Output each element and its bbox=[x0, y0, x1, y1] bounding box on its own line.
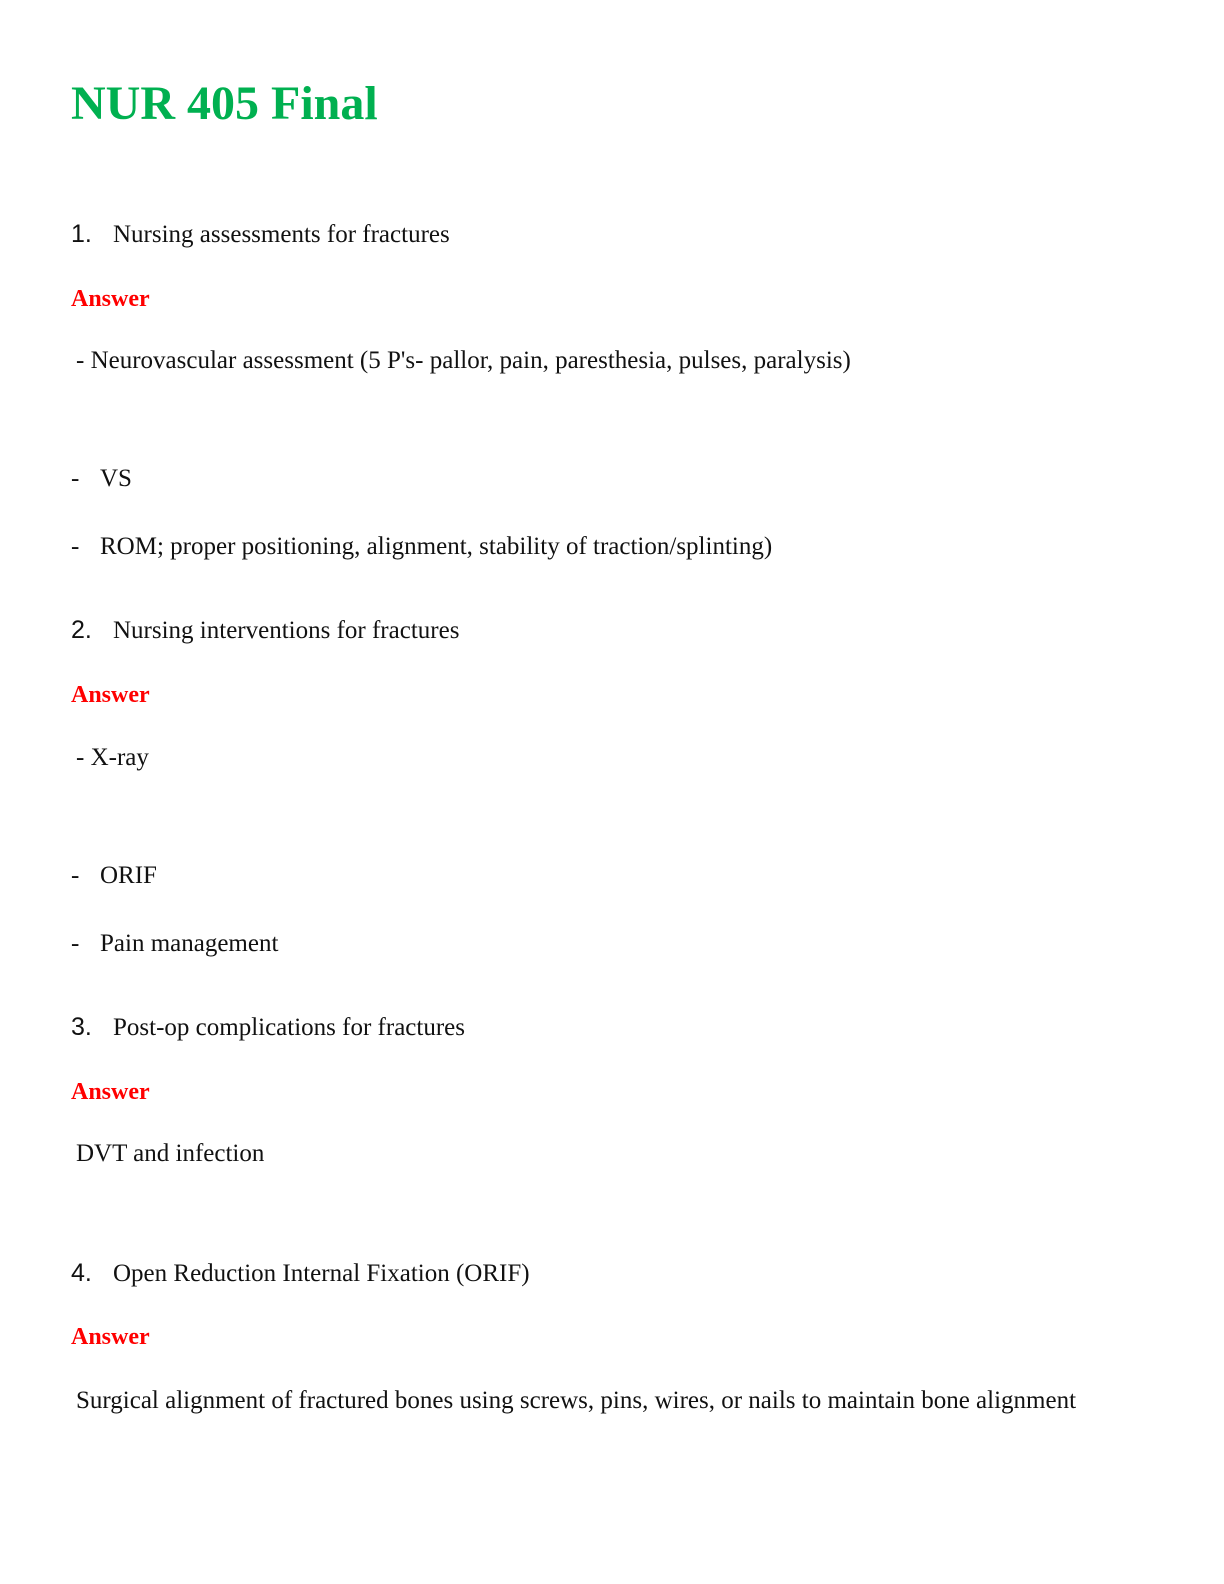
question-4 bbox=[71, 1257, 530, 1290]
answer-bullet bbox=[71, 463, 132, 495]
question-text: Nursing assessments for fractures bbox=[113, 221, 450, 248]
answer-bullet bbox=[71, 860, 157, 892]
answer-line: - Neurovascular assessment (5 P's- pallor, pain, paresthesia, pulses, paralysis) bbox=[76, 347, 851, 374]
answer-paragraph: Surgical alignment of fractured bones using screws, pins, wires, or nails to maintain bone alignment bbox=[76, 1387, 1077, 1414]
answer-label: Answer bbox=[71, 286, 150, 312]
answer-label: Answer bbox=[71, 1079, 150, 1105]
dash-glyph: - bbox=[71, 465, 80, 492]
bullet-text: VS bbox=[100, 465, 132, 492]
answer-bullet bbox=[71, 928, 278, 960]
dash-glyph: - bbox=[71, 862, 80, 889]
dash-glyph: - bbox=[71, 533, 80, 560]
question-number: 1. bbox=[71, 220, 92, 248]
answer-line: DVT and infection bbox=[76, 1140, 265, 1167]
dash-glyph: - bbox=[71, 930, 80, 957]
bullet-text: Pain management bbox=[100, 930, 279, 957]
question-1 bbox=[71, 218, 450, 251]
answer-label: Answer bbox=[71, 1324, 150, 1350]
question-text: Nursing interventions for fractures bbox=[113, 617, 460, 644]
question-number: 3. bbox=[71, 1013, 92, 1041]
question-3 bbox=[71, 1011, 465, 1044]
answer-label: Answer bbox=[71, 682, 150, 708]
bullet-text: ORIF bbox=[100, 862, 157, 889]
question-number: 4. bbox=[71, 1259, 92, 1287]
question-text: Open Reduction Internal Fixation (ORIF) bbox=[113, 1260, 530, 1287]
document-title: NUR 405 Final bbox=[71, 77, 378, 130]
question-2 bbox=[71, 614, 459, 647]
question-text: Post-op complications for fractures bbox=[113, 1014, 465, 1041]
bullet-text: ROM; proper positioning, alignment, stability of traction/splinting) bbox=[100, 533, 773, 560]
answer-bullet bbox=[71, 531, 772, 563]
answer-line: - X-ray bbox=[76, 744, 149, 771]
question-number: 2. bbox=[71, 616, 92, 644]
